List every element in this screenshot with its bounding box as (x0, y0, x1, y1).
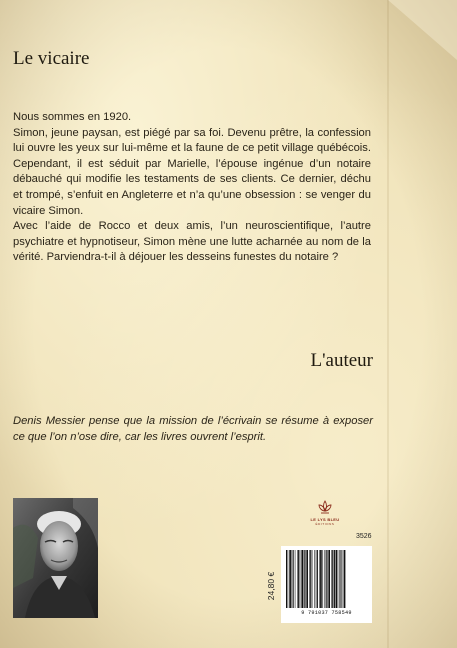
publisher-sub: ÉDITIONS (315, 522, 335, 526)
isbn-barcode (281, 546, 372, 623)
barcode-bar (300, 550, 301, 608)
barcode-bar (326, 550, 327, 608)
barcode-bar (327, 550, 328, 608)
barcode-bar (331, 550, 332, 608)
barcode-bar (305, 550, 306, 608)
author-bio: Denis Messier pense que la mission de l’écrivain se résume à exposer ce que l’on n’ose dire, car les livres ouvrent l’esprit. (13, 415, 373, 443)
barcode-bar (298, 550, 299, 608)
barcode-bar (322, 550, 323, 608)
price-label: 24,80 € (266, 571, 276, 601)
barcode-bar (336, 550, 338, 608)
author-photo (13, 498, 98, 618)
barcode-bar (309, 550, 310, 608)
barcode-bar (306, 550, 308, 608)
synopsis (13, 110, 371, 266)
barcode-bar (340, 550, 341, 608)
barcode-bar (293, 550, 294, 608)
barcode-bar (343, 550, 344, 608)
barcode-bar (304, 550, 305, 608)
price (262, 563, 280, 609)
synopsis-paragraph: Simon, jeune paysan, est piégé par sa foi. Devenu prêtre, la confession lui ouvre les yeux sur lui-même et la faune de ce petit village québécois. Cependant, il est séduit par Marielle, l’épouse ingénue d’un notaire débauché qui modifie les testaments de ses clients. Ce dernier, déchu et trompé, s’enfuit en Angleterre et n’a qu’une obsession : se venger du vicaire Simon. (13, 126, 371, 217)
barcode-bar (344, 550, 346, 608)
barcode-bar (292, 550, 293, 608)
synopsis-paragraph: Avec l’aide de Rocco et deux amis, l’un neuroscientifique, l’autre psychiatre et hypnotiseur, Simon mène une lutte acharnée au nom de la vérité. Parviendra-t-il à déjouer les desseins funestes du notaire ? (13, 220, 371, 264)
barcode-bar (334, 550, 335, 608)
barcode-bar (320, 550, 322, 608)
publisher-logo (300, 500, 350, 538)
barcode-bar (286, 550, 287, 608)
barcode-bar (312, 550, 313, 608)
author-portrait-image (13, 498, 98, 618)
book-code: 3526 (356, 533, 372, 540)
barcode-bar (314, 550, 315, 608)
synopsis-paragraph: Nous sommes en 1920. (13, 111, 132, 123)
barcode-bar (317, 550, 318, 608)
barcode-bar (319, 550, 320, 608)
barcode-bar (297, 550, 298, 608)
barcode-bar (338, 550, 339, 608)
barcode-bar (288, 550, 289, 608)
barcode-bar (332, 550, 333, 608)
book-title-heading: Le vicaire (13, 48, 90, 69)
isbn-digits: 9 791037 758549 (301, 610, 352, 616)
barcode-bar (301, 550, 303, 608)
barcode-bar (295, 550, 296, 608)
barcode-bar (310, 550, 311, 608)
author-heading: L'auteur (310, 350, 373, 371)
barcode-bar (328, 550, 330, 608)
barcode-bar (324, 550, 325, 608)
barcode-bars (285, 550, 368, 610)
publisher-name: LE LYS BLEU (310, 517, 340, 522)
barcode-bar (316, 550, 317, 608)
barcode-bar (339, 550, 340, 608)
barcode-bar (289, 550, 291, 608)
lily-icon (317, 500, 333, 516)
